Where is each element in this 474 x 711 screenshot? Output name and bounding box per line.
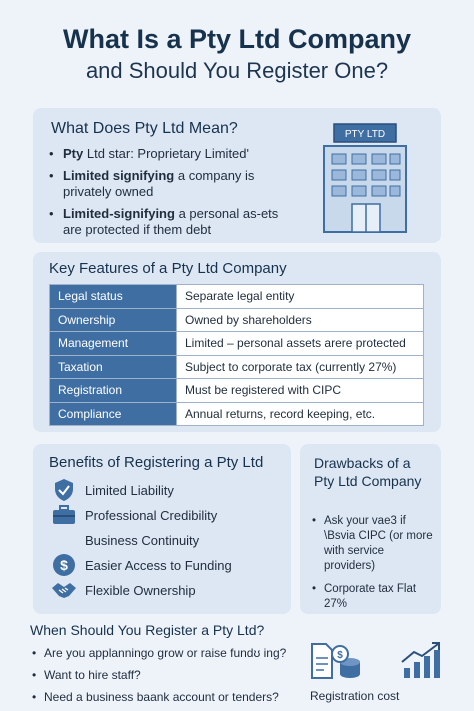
dollar-coin-icon bbox=[51, 553, 77, 577]
registration-cost-label: Registration cost bbox=[310, 689, 400, 703]
table-row bbox=[50, 332, 424, 356]
benefit-label: Professional Credibility bbox=[85, 507, 218, 523]
when-heading: When Should You Register a Pty Ltd? bbox=[30, 622, 265, 638]
benefit-item bbox=[51, 553, 232, 577]
benefits-card bbox=[33, 444, 291, 614]
feature-value: Limited – personal assets arere protected bbox=[177, 332, 424, 356]
feature-value: Separate legal entity bbox=[177, 285, 424, 309]
benefit-label: Easier Access to Funding bbox=[85, 557, 232, 573]
meaning-list bbox=[49, 146, 284, 244]
feature-key: Compliance bbox=[50, 402, 177, 426]
table-row bbox=[50, 379, 424, 403]
briefcase-icon bbox=[51, 503, 77, 527]
meaning-item-text: a personal as-ets are protected if them debt bbox=[63, 206, 279, 237]
feature-key: Taxation bbox=[50, 355, 177, 379]
meaning-item-text: Ltd star: Proprietary Limited' bbox=[83, 146, 250, 161]
benefit-item bbox=[51, 528, 199, 552]
office-building-icon bbox=[316, 122, 420, 234]
features-card bbox=[33, 252, 441, 432]
when-section bbox=[30, 622, 300, 711]
meaning-item bbox=[49, 168, 284, 200]
coins-icon bbox=[332, 646, 360, 678]
when-item: • Want to hire staff? bbox=[30, 668, 300, 682]
features-heading: Key Features of a Pty Ltd Company bbox=[49, 260, 287, 277]
drawbacks-list bbox=[312, 514, 436, 620]
benefit-item bbox=[51, 578, 196, 602]
shield-check-icon bbox=[51, 478, 77, 502]
meaning-heading: What Does Pty Ltd Mean? bbox=[51, 120, 238, 137]
feature-key: Legal status bbox=[50, 285, 177, 309]
meaning-card bbox=[33, 108, 441, 243]
features-table bbox=[49, 284, 424, 426]
handshake-icon bbox=[51, 578, 77, 602]
benefit-item bbox=[51, 503, 217, 527]
meaning-item-bold: Limited signifying bbox=[63, 168, 175, 183]
meaning-item-bold: Pty bbox=[63, 146, 84, 161]
feature-key: Registration bbox=[50, 379, 177, 403]
meaning-item bbox=[49, 206, 284, 238]
title-line-1: What Is a Pty Ltd Company bbox=[62, 24, 412, 54]
feature-value: Must be registered with CIPC bbox=[177, 379, 424, 403]
table-row bbox=[50, 285, 424, 309]
drawback-item: • Corporate tax Flat 27% bbox=[312, 582, 436, 612]
building-sign-text: PTY LTD bbox=[344, 129, 386, 140]
drawbacks-card bbox=[300, 444, 441, 614]
svg-text:$: $ bbox=[337, 650, 343, 661]
svg-text:$: $ bbox=[60, 557, 68, 573]
meaning-item-bold: Limited-signifying bbox=[63, 206, 175, 221]
table-row bbox=[50, 355, 424, 379]
meaning-item bbox=[49, 146, 284, 162]
document-icon bbox=[312, 644, 332, 678]
when-item: • Need a business baank account or tenders? bbox=[30, 690, 300, 704]
benefit-icon-placeholder bbox=[51, 528, 77, 552]
feature-key: Ownership bbox=[50, 308, 177, 332]
benefit-item bbox=[51, 478, 174, 502]
growth-chart-icon bbox=[402, 643, 440, 678]
title-line-2: and Should You Register One? bbox=[85, 58, 389, 83]
benefit-label: Limited Liability bbox=[85, 482, 174, 498]
benefit-label: Flexible Ownership bbox=[85, 582, 196, 598]
feature-value: Annual returns, record keeping, etc. bbox=[177, 402, 424, 426]
benefits-heading: Benefits of Registering a Pty Ltd bbox=[49, 454, 264, 471]
page-title bbox=[0, 22, 474, 86]
feature-key: Management bbox=[50, 332, 177, 356]
feature-value: Subject to corporate tax (currently 27%) bbox=[177, 355, 424, 379]
drawbacks-heading: Drawbacks of a Pty Ltd Company bbox=[314, 455, 422, 489]
cost-icons bbox=[306, 640, 446, 682]
when-item: • Are you applanningo grow or raise fundʊ ing? bbox=[30, 646, 300, 660]
table-row bbox=[50, 402, 424, 426]
benefit-label: Business Continuity bbox=[85, 532, 200, 548]
feature-value: Owned by shareholders bbox=[177, 308, 424, 332]
meaning-item-text: a company is privately owned bbox=[63, 168, 255, 199]
when-list bbox=[30, 646, 300, 704]
table-row bbox=[50, 308, 424, 332]
drawback-item: • Ask your vae3 if \Bsvia CIPC (or more with service providers) bbox=[312, 514, 436, 574]
